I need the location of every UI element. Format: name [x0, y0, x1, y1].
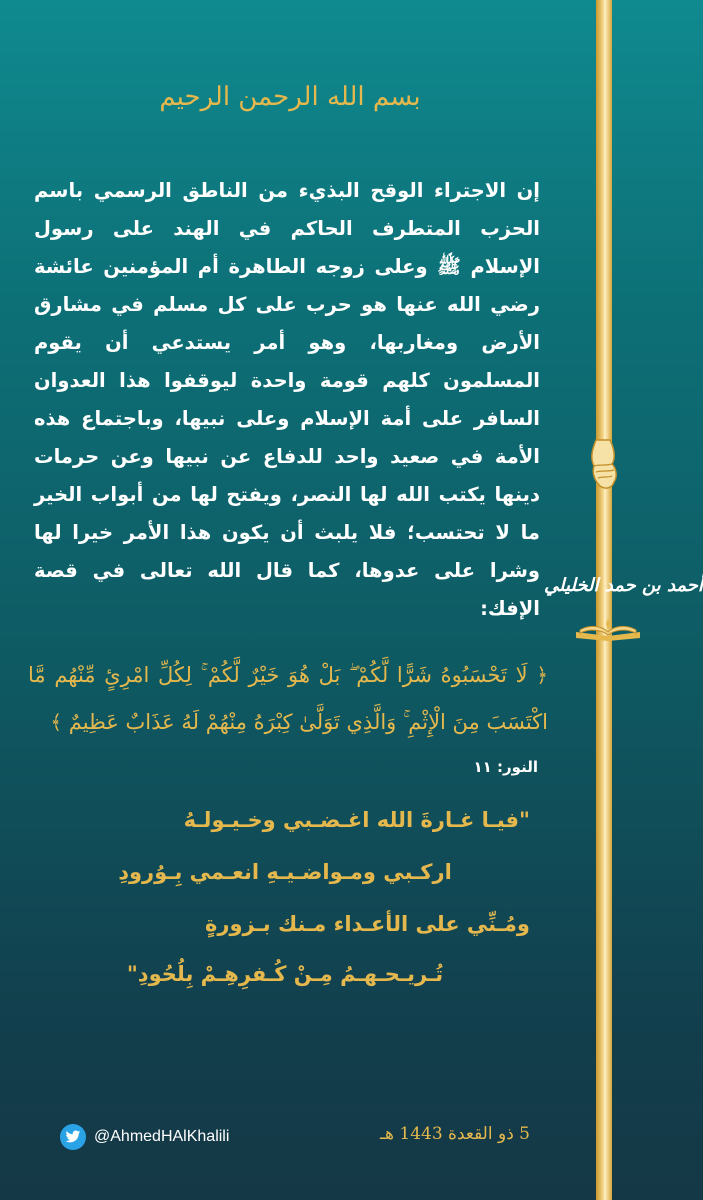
- poem-line-2: اركـبي ومـواضـيـهِ انعـمي بِـوُرودِ: [118, 860, 452, 884]
- verse-reference: النور: ١١: [473, 758, 538, 776]
- hijri-date: 5 ذو القعدة 1443 هـ: [380, 1124, 530, 1144]
- twitter-icon: [60, 1124, 86, 1150]
- poem-line-3: ومُـنِّي على الأعـداء مـنك بـزورةٍ: [205, 912, 530, 936]
- twitter-handle-text: @AhmedHAlKhalili: [94, 1128, 230, 1145]
- basmala-heading: بسم الله الرحمن الرحيم: [159, 82, 421, 112]
- quran-verse: [28, 652, 548, 746]
- open-book-icon: [572, 614, 644, 642]
- poem-line-4: تُـريـحـهـمُ مِـنْ كُـفرِهِـمْ بِلُحُودِ": [126, 962, 444, 986]
- twitter-handle-link[interactable]: [60, 1124, 229, 1150]
- poem-line-1: "فيـا غـارةَ الله اغـضـبي وخـيـولـهُ: [183, 808, 530, 832]
- verse-text: لَا تَحْسَبُوهُ شَرًّا لَّكُمْ ۖ بَلْ هُوَ خَيْرٌ لَّكُمْ ۚ لِكُلِّ امْرِئٍ مِّنْهُم مَّا اكْتَسَبَ مِنَ الْإِثْمِ ۚ وَالَّذِي تَوَلَّىٰ كِبْرَهُ مِنْهُمْ لَهُ عَذَابٌ عَظِيمٌ: [28, 663, 548, 734]
- verse-close-ornament: ﴾: [50, 710, 63, 734]
- signature: أحمد بن حمد الخليلي: [544, 575, 703, 596]
- verse-open-ornament: ﴿: [536, 663, 548, 687]
- statement-paragraph: إن الاجتراء الوقح البذيء من الناطق الرسمي باسم الحزب المتطرف الحاكم في الهند على رسول الإسلام ﷺ وعلى زوجه الطاهرة أم المؤمنين عائشة رضي الله عنها هو حرب على كل مسلم في مشارق الأرض ومغاربها، وهو أمر يستدعي أن يقوم المسلمون كلهم قومة واحدة ليوقفوا هذا العدوان السافر على أمة الإسلام وعلى نبيها، وباجتماع هذه الأمة في صعيد واحد للدفاع عن نبيها وعن حرمات دينها يكتب الله لها النصر، ويفتح لها من أبواب الخير ما لا تحتسب؛ فلا يلبث أن يكون هذا الأمر خيرا لها وشرا على عدوها، كما قال الله تعالى في قصة الإفك:: [34, 179, 540, 620]
- clasped-hands-icon: [582, 436, 626, 494]
